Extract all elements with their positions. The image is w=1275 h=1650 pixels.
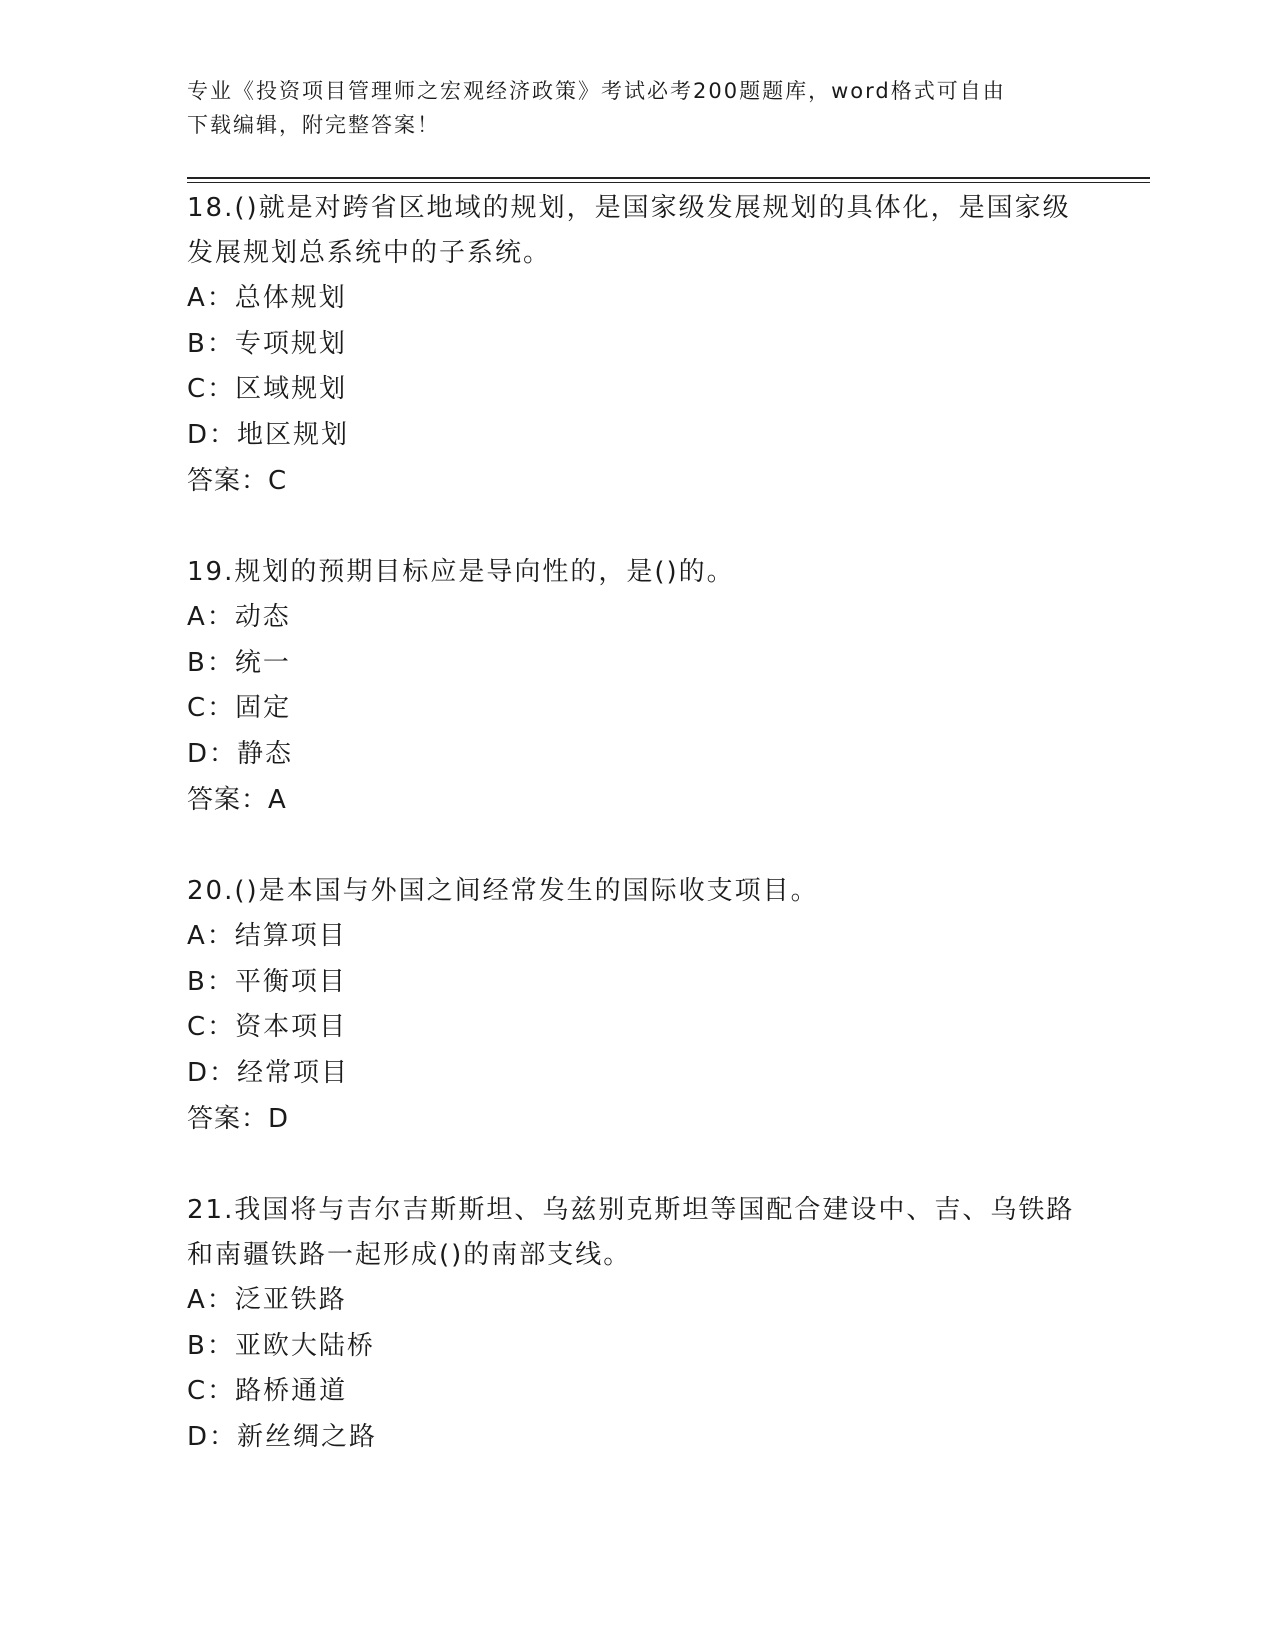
option-c: C：区域规划 <box>187 374 348 404</box>
question-stem: 21.我国将与吉尔吉斯斯坦、乌兹别克斯坦等国配合建设中、吉、乌铁路和南疆铁路一起形成()的南部支线。 <box>187 1195 1075 1270</box>
header-divider-thin <box>187 182 1150 183</box>
answer-line <box>187 1096 1087 1142</box>
option-a: A：泛亚铁路 <box>187 1285 347 1315</box>
option-b: B：亚欧大陆桥 <box>187 1330 375 1361</box>
question-21 <box>187 1188 1087 1460</box>
option-b: B：统一 <box>187 647 291 678</box>
option-a: A：结算项目 <box>187 921 347 951</box>
option-c: C：路桥通道 <box>187 1376 348 1406</box>
option-b: B：平衡项目 <box>187 966 347 997</box>
question-19 <box>187 550 1087 823</box>
option-b: B：专项规划 <box>187 328 347 359</box>
answer-line <box>187 777 1087 823</box>
question-18 <box>187 186 1087 504</box>
option-c: C：固定 <box>187 693 292 723</box>
header-divider-thick <box>187 177 1150 179</box>
header-title-line-1: 专业《投资项目管理师之宏观经济政策》考试必考200题题库，word格式可自由 <box>187 79 1006 103</box>
document-header <box>187 74 1067 142</box>
answer-value: C <box>268 466 288 496</box>
option-d: D：经常项目 <box>187 1057 350 1088</box>
answer-label: 答案： <box>187 1104 269 1134</box>
question-stem: 18.()就是对跨省区地域的规划，是国家级发展规划的具体化，是国家级发展规划总系统中的子系统。 <box>187 193 1071 268</box>
question-20 <box>187 869 1087 1142</box>
option-d: D：静态 <box>187 738 294 769</box>
answer-label: 答案： <box>187 466 269 496</box>
option-a: A：总体规划 <box>187 283 347 313</box>
answer-value: D <box>268 1104 290 1134</box>
question-stem: 19.规划的预期目标应是导向性的，是()的。 <box>187 557 735 587</box>
header-title-line-2: 下载编辑，附完整答案！ <box>187 113 440 137</box>
answer-value: A <box>268 785 287 815</box>
option-d: D：地区规划 <box>187 419 350 450</box>
option-c: C：资本项目 <box>187 1012 348 1042</box>
option-d: D：新丝绸之路 <box>187 1421 378 1452</box>
question-list <box>187 186 1087 1506</box>
answer-label: 答案： <box>187 785 269 815</box>
question-stem: 20.()是本国与外国之间经常发生的国际收支项目。 <box>187 876 819 906</box>
option-a: A：动态 <box>187 602 291 632</box>
answer-line <box>187 458 1087 504</box>
